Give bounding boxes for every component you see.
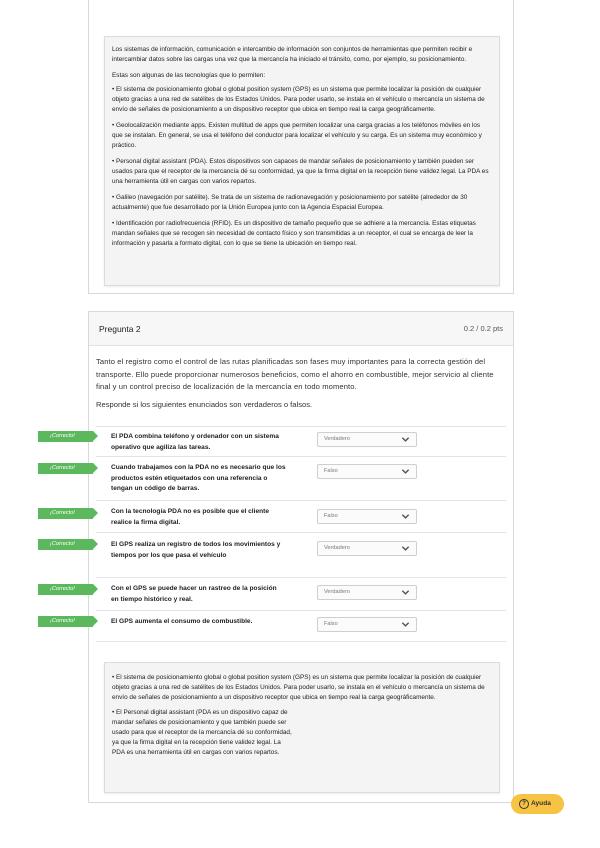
statement-text: El GPS aumenta el consumo de combustible. bbox=[111, 618, 253, 625]
statement-text: Cuando trabajamos con la PDA no es necesario que los productos estén etiquetados con una referencia o tengan un código de barras. bbox=[111, 464, 286, 492]
answer-select-value: Verdadero bbox=[324, 589, 350, 595]
feedback-box-question-2 bbox=[104, 662, 500, 793]
row-divider bbox=[96, 577, 506, 578]
statement-text: El GPS realiza un registro de todos los movimientos y tiempos por los que pasa el vehículo bbox=[111, 541, 281, 559]
answer-select-value: Verdadero bbox=[324, 436, 350, 442]
question-header bbox=[89, 312, 513, 346]
question-points: 0.2 / 0.2 pts bbox=[463, 324, 503, 333]
chevron-down-icon bbox=[401, 620, 410, 629]
correct-badge: ¡Correcto! bbox=[38, 616, 93, 627]
chevron-down-icon bbox=[401, 544, 410, 553]
help-button[interactable] bbox=[511, 794, 564, 814]
feedback-paragraph: Los sistemas de información, comunicación e intercambio de información son conjuntos de herramientas que permiten recibir e intercambiar datos sobre las cargas una vez que la mercancía ha iniciado el tránsito, como, por ejemplo, su posicionamiento. bbox=[112, 46, 473, 63]
statement-text: El PDA combina teléfono y ordenador con un sistema operativo que agiliza las tareas. bbox=[111, 433, 279, 451]
row-divider bbox=[96, 641, 506, 642]
correct-badge: ¡Correcto! bbox=[38, 463, 93, 474]
row-divider bbox=[96, 426, 506, 427]
feedback-paragraph: Estas son algunas de las tecnologías que lo permiten: bbox=[112, 72, 266, 79]
feedback-bullet-gps: • El sistema de posicionamiento global o global position system (GPS) es un sistema que permite localizar la posición de cualquier objeto gracias a una red de satélites de los Estados Unidos. Para poder usarlo, se instala en el vehículo o mercancía un sistema de envío de señales de posicionamiento a un dispositivo receptor que ubica en tiempo real la carga geográficamente. bbox=[112, 674, 485, 701]
row-divider bbox=[96, 500, 506, 501]
feedback-box-previous bbox=[104, 36, 500, 286]
feedback-bullet-galileo: • Galileo (navegación por satélite). Se trata de un sistema de radionavegación y posicionamiento por satélite (alrededor de 30 actualmente) que fue desarrollado por la Unión Europea junto con la Agencia Espacial Europea. bbox=[112, 194, 468, 211]
answer-select[interactable] bbox=[317, 432, 417, 447]
answer-select-value: Falso bbox=[324, 621, 338, 627]
feedback-bullet-rfid: • Identificación por radiofrecuencia (RFID). Es un dispositivo de tamaño pequeño que se adhiere a la mercancía. Estas etiquetas mandan señales que se recogen sin necesidad de contacto físico y son transmitidas a un receptor, el cual se encarga de leer la información y pasarla a formato digital, con lo que se tiene la ubicación en tiempo real. bbox=[112, 220, 476, 247]
feedback-bullet-pda: • El Personal digital assistant (PDA es un dispositivo capaz de mandar señales de posicionamiento y que también puede ser usado para que el receptor de la mercancía dé su conformidad, ya que la firma digital en la recepción tiene validez legal. La PDA es una herramienta útil en cargas con varios repartos. bbox=[112, 709, 292, 756]
chevron-down-icon bbox=[401, 588, 410, 597]
question-instruction: Responde si los siguientes enunciados son verdaderos o falsos. bbox=[96, 400, 313, 409]
row-divider bbox=[96, 456, 506, 457]
row-divider bbox=[96, 610, 506, 611]
feedback-bullet-pda: • Personal digital assistant (PDA). Estos dispositivos son capaces de mandar señales de posicionamiento y también pueden ser usados para que el receptor de la mercancía dé su conformidad, ya que la firma digital en la recepción tiene validez legal. La PDA es una herramienta útil en cargas con varios repartos. bbox=[112, 158, 489, 185]
feedback-bullet-apps: • Geolocalización mediante apps. Existen multitud de apps que permiten localizar una carga gracias a los teléfonos móviles en los que se instalan. En general, se usa el teléfono del conductor para localizar el vehículo y su carga. Es un sistema muy económico y práctico. bbox=[112, 122, 482, 149]
question-intro: Tanto el registro como el control de las rutas planificadas son fases muy importantes para la correcta gestión del transporte. Ello puede proporcionar numerosos beneficios, como el ahorro en combustible, mejor servicio al cliente final y un control preciso de localización de la mercancía en todo momento. bbox=[96, 357, 494, 391]
answer-select-value: Falso bbox=[324, 513, 338, 519]
question-title: Pregunta 2 bbox=[99, 324, 141, 334]
correct-badge: ¡Correcto! bbox=[38, 508, 93, 519]
answer-select[interactable] bbox=[317, 464, 417, 479]
feedback-bullet-gps: • El sistema de posicionamiento global o global position system (GPS) es un sistema que permite localizar la posición de cualquier objeto gracias a una red de satélites de los Estados Unidos. Para poder usarlo, se instala en el vehículo o mercancía un sistema de envío de señales de posicionamiento a un dispositivo receptor que ubica en tiempo real la carga geográficamente. bbox=[112, 86, 485, 113]
question-circle-icon: ? bbox=[519, 799, 529, 809]
statement-text: Con el GPS se puede hacer un rastreo de la posición en tiempo histórico y real. bbox=[111, 585, 277, 603]
correct-badge: ¡Correcto! bbox=[38, 539, 93, 550]
answer-select[interactable] bbox=[317, 585, 417, 600]
correct-badge: ¡Correcto! bbox=[38, 584, 93, 595]
answer-select-value: Falso bbox=[324, 468, 338, 474]
chevron-down-icon bbox=[401, 512, 410, 521]
chevron-down-icon bbox=[401, 435, 410, 444]
statement-text: Con la tecnología PDA no es posible que el cliente realice la firma digital. bbox=[111, 508, 270, 526]
help-label: Ayuda bbox=[531, 800, 551, 807]
chevron-down-icon bbox=[401, 467, 410, 476]
correct-badge: ¡Correcto! bbox=[38, 431, 93, 442]
row-divider bbox=[96, 532, 506, 533]
answer-select[interactable] bbox=[317, 617, 417, 632]
answer-select[interactable] bbox=[317, 509, 417, 524]
answer-select-value: Verdadero bbox=[324, 545, 350, 551]
answer-select[interactable] bbox=[317, 541, 417, 556]
